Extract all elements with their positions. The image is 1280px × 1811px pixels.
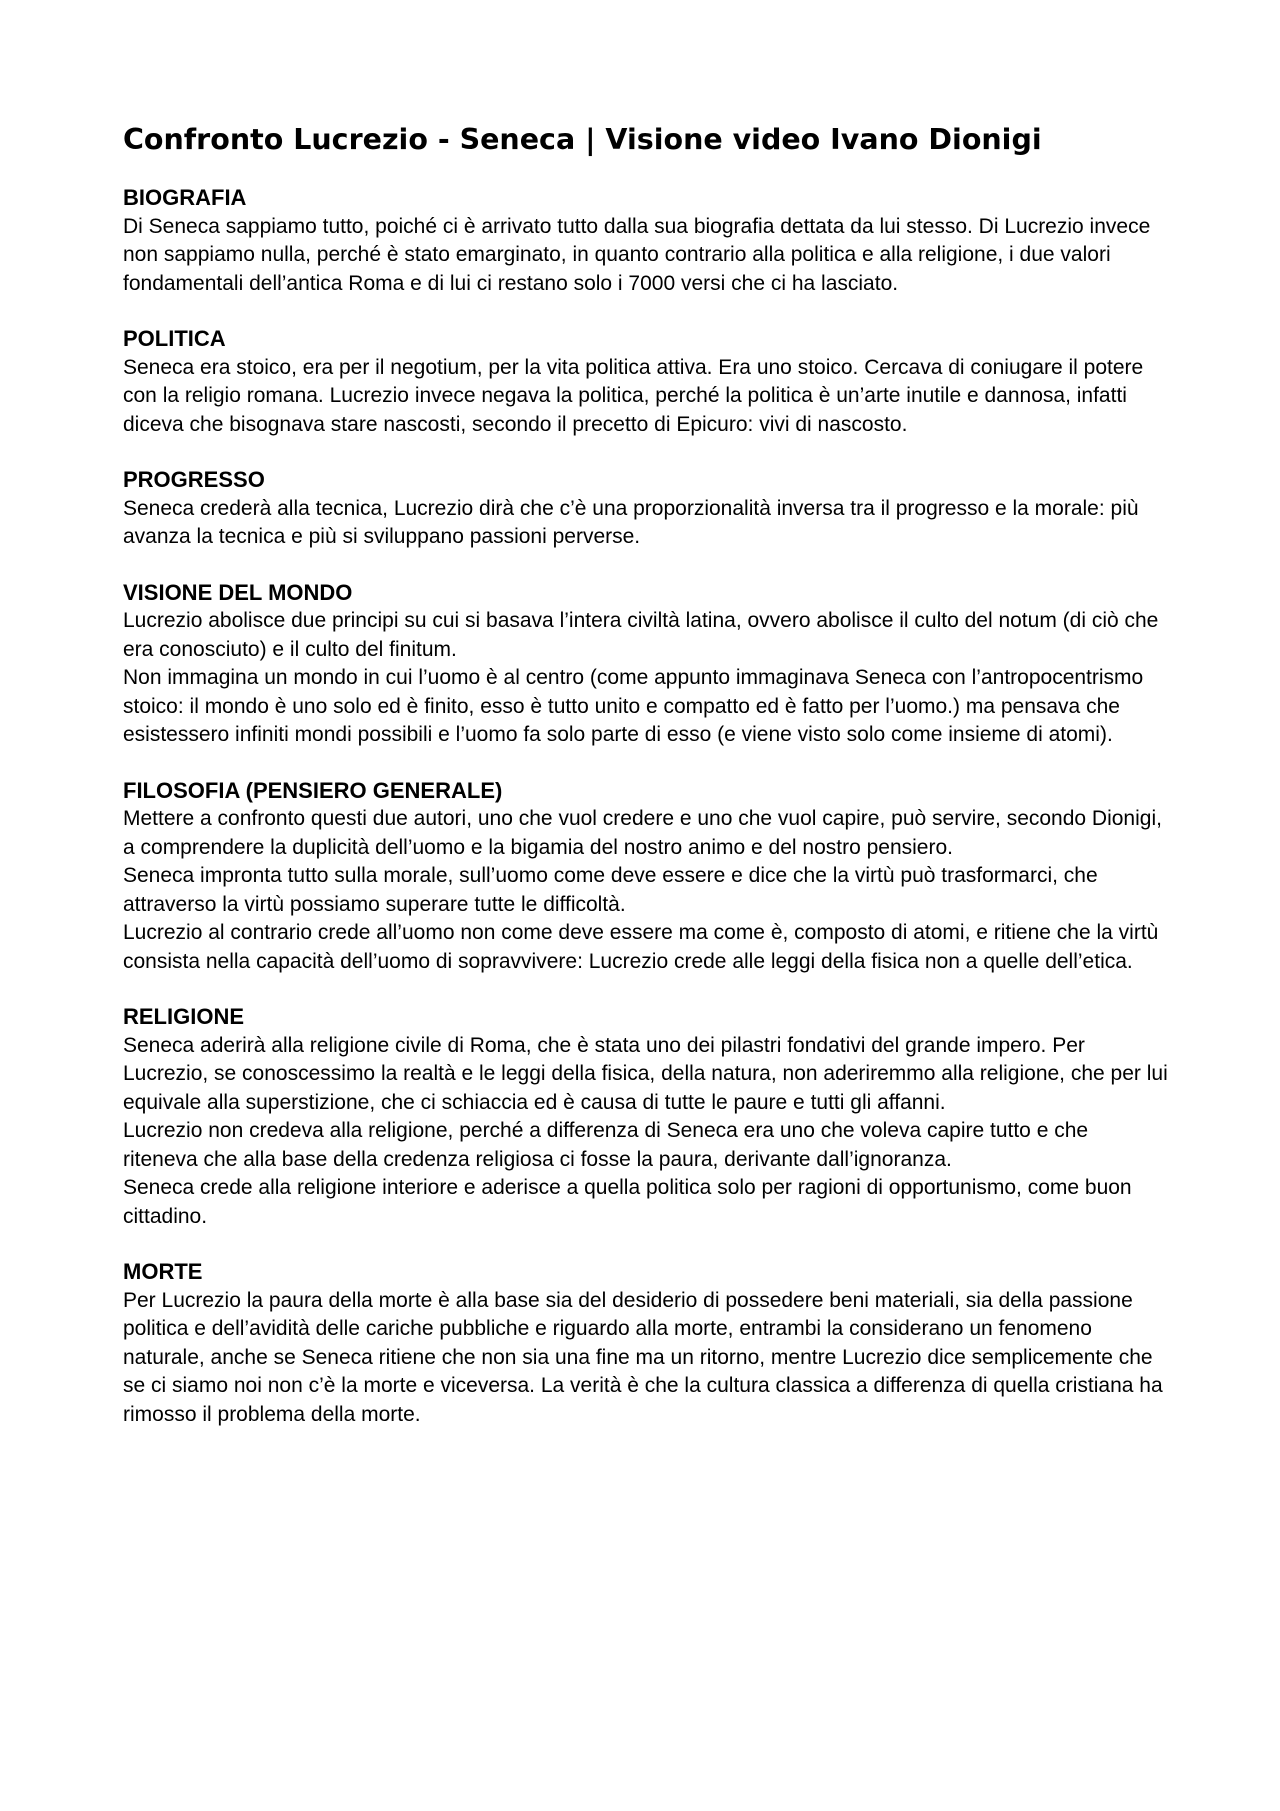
- section-heading: VISIONE DEL MONDO: [123, 579, 353, 605]
- section-heading: RELIGIONE: [123, 1004, 245, 1029]
- paragraph: Non immagina un mondo in cui l’uomo è al centro (come appunto immaginava Seneca con l’antropocentrismo stoico: il mondo è uno solo ed è finito, esso è tutto unito e compatto ed è fatto per l’uomo.) ma pensava che esistessero infiniti mondi possibili e l’uomo fa solo parte di esso (e viene visto solo come insieme di atomi).: [123, 666, 1144, 746]
- paragraph: Di Seneca sappiamo tutto, poiché ci è arrivato tutto dalla sua biografia dettata da lui stesso. Di Lucrezio invece non sappiamo nulla, perché è stato emarginato, in quanto contrario alla politica e alla religione, i due valori fondamentali dell’antica Roma e di lui ci restano solo i 7000 versi che ci ha lasciato.: [123, 214, 1151, 295]
- section-politica: [123, 325, 1168, 439]
- document-title: Confronto Lucrezio - Seneca | Visione video Ivano Dionigi: [123, 123, 1042, 156]
- section-filosofia: [123, 777, 1168, 977]
- section-heading: FILOSOFIA (PENSIERO GENERALE): [123, 777, 503, 803]
- paragraph: Lucrezio non credeva alla religione, perché a differenza di Seneca era uno che voleva capire tutto e che riteneva che alla base della credenza religiosa ci fosse la paura, derivante dall’ignoranza.: [123, 1119, 1089, 1171]
- section-heading: PROGRESSO: [123, 467, 265, 492]
- paragraph: Seneca impronta tutto sulla morale, sull’uomo come deve essere e dice che la virtù può trasformarci, che attraverso la virtù possiamo superare tutte le difficoltà.: [123, 864, 1098, 916]
- paragraph: Lucrezio al contrario crede all’uomo non come deve essere ma come è, composto di atomi, e ritiene che la virtù consista nella capacità dell’uomo di sopravvivere: Lucrezio crede alle leggi della fisica non a quelle dell’etica.: [123, 921, 1159, 973]
- section-heading: MORTE: [123, 1259, 203, 1284]
- paragraph: Mettere a confronto questi due autori, uno che vuol credere e uno che vuol capire, può servire, secondo Dionigi, a comprendere la duplicità dell’uomo e la bigamia del nostro animo e del nostro pensiero.: [123, 807, 1162, 859]
- section-biografia: [123, 184, 1168, 298]
- section-visione-del-mondo: [123, 579, 1168, 750]
- paragraph: Seneca aderirà alla religione civile di Roma, che è stata uno dei pilastri fondativi del grande impero. Per Lucrezio, se conoscessimo la realtà e le leggi della fisica, della natura, non aderiremmo alla religione, che per lui equivale alla superstizione, che ci schiaccia ed è causa di tutte le paure e tutti gli affanni.: [123, 1033, 1168, 1114]
- document-page: [123, 120, 1168, 1456]
- section-religione: [123, 1003, 1168, 1231]
- section-heading: BIOGRAFIA: [123, 185, 247, 210]
- section-morte: [123, 1258, 1168, 1429]
- section-heading: POLITICA: [123, 326, 226, 351]
- paragraph: Per Lucrezio la paura della morte è alla base sia del desiderio di possedere beni materiali, sia della passione politica e dell’avidità delle cariche pubbliche e riguardo alla morte, entrambi la considerano un fenomeno naturale, anche se Seneca ritiene che non sia una fine ma un ritorno, mentre Lucrezio dice semplicemente che se ci siamo noi non c’è la morte e viceversa. La verità è che la cultura classica a differenza di quella cristiana ha rimosso il problema della morte.: [123, 1288, 1163, 1426]
- paragraph: Seneca era stoico, era per il negotium, per la vita politica attiva. Era uno stoico. Cercava di coniugare il potere con la religio romana. Lucrezio invece negava la politica, perché la politica è un’arte inutile e dannosa, infatti diceva che bisognava stare nascosti, secondo il precetto di Epicuro: vivi di nascosto.: [123, 355, 1144, 436]
- paragraph: Lucrezio abolisce due principi su cui si basava l’intera civiltà latina, ovvero abolisce il culto del notum (di ciò che era conosciuto) e il culto del finitum.: [123, 609, 1159, 661]
- section-progresso: [123, 466, 1168, 552]
- paragraph: Seneca crederà alla tecnica, Lucrezio dirà che c’è una proporzionalità inversa tra il progresso e la morale: più avanza la tecnica e più si sviluppano passioni perverse.: [123, 496, 1139, 548]
- paragraph: Seneca crede alla religione interiore e aderisce a quella politica solo per ragioni di opportunismo, come buon cittadino.: [123, 1176, 1132, 1228]
